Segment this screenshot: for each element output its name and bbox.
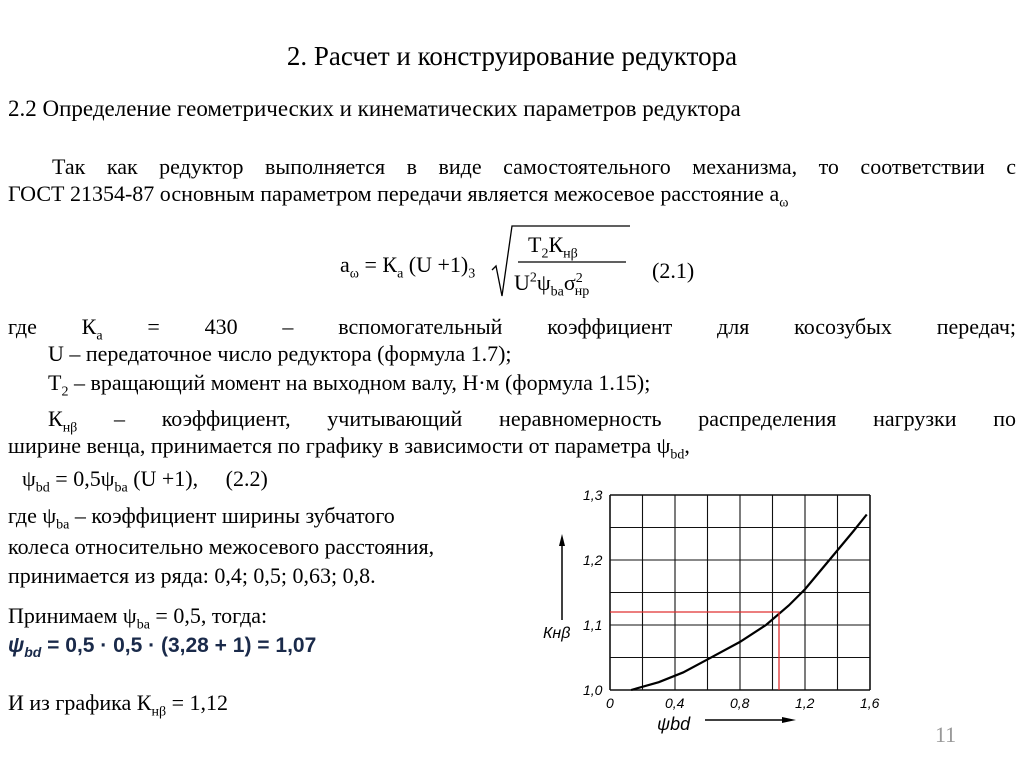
- def-ka: где $К_a = 430$ – вспомогательный коэффициент для косозубых передач;: [8, 314, 1017, 344]
- formula-2-2: $\psi_{bd} = 0,5\psi_{ba}$ (U +1), (2.2): [22, 466, 268, 496]
- psi-ba-def-3: принимается из ряда: 0,4; 0,5; 0,63; 0,8.: [8, 563, 376, 588]
- chart-result: И из графика $К_{н\beta} = 1,12$: [8, 690, 229, 720]
- intro-line-2: ГОСТ 21354-87 основным параметром передачи является межосевое расстояние $a_\omega$: [8, 181, 789, 211]
- khb-curve: [631, 515, 867, 691]
- y-tick-label: 1,1: [583, 617, 603, 633]
- accept-psi-ba: Принимаем $\psi_{ba} = 0,5$, тогда:: [8, 603, 268, 633]
- x-axis-label: ψbd: [657, 714, 691, 734]
- psi-bd-calculation: $\psi_{bd} = 0,5 \cdot 0,5 \cdot (3,28 + 1) = 1,07$: [8, 634, 317, 661]
- slide-title: 2. Расчет и конструирование редуктора: [286, 41, 738, 71]
- x-tick-label: 1,2: [795, 695, 815, 711]
- def-khb: $К_{н\beta}$ – коэффициент, учитывающий неравномерность распределения нагрузки по: [48, 406, 1016, 436]
- y-axis-label: Кнβ: [543, 625, 571, 642]
- x-tick-label: 0,4: [665, 695, 685, 711]
- y-arrow-head: [559, 534, 565, 546]
- khb-chart: [540, 480, 890, 740]
- psi-ba-def-2: колеса относительно межосевого расстояния,: [8, 534, 435, 559]
- y-tick-label: 1,3: [583, 487, 603, 503]
- x-arrow-head: [782, 717, 796, 723]
- section-subtitle: 2.2 Определение геометрических и кинематических параметров редуктора: [8, 96, 741, 121]
- x-tick-label: 0,8: [730, 695, 750, 711]
- psi-ba-def: где $\psi_{ba}$ – коэффициент ширины зубчатого: [8, 503, 395, 533]
- x-tick-label: 0: [606, 695, 614, 711]
- y-tick-label: 1,2: [583, 552, 603, 568]
- def-u: U – передаточное число редуктора (формула 1.7);: [48, 341, 512, 366]
- y-tick-label: 1,0: [583, 682, 603, 698]
- readout-line: [610, 612, 779, 690]
- x-tick-label: 1,6: [860, 695, 880, 711]
- slide: 2. Расчет и конструирование редуктора 2.2 Определение геометрических и кинематических параметров редуктора Так как редуктор выполняется в виде самостоятельного механизма, то соответствии с ГОСТ 21354-87 основным параметром передачи является межосевое расстояние $a_\omega$ $a_\omega = К_a$ $(U +1)_3$ $T_2К_{н\beta}$ $U^2\psi_{ba}\sigma^2_{нр}$ (2.1) где $К_a = 430$ – вспомогательный коэффициент для косозубых передач; U – передаточное число редуктора (формула 1.7); $T_2$ – вращающий момент на выходном валу, Н·м (формула 1.15); $К_{н\beta}$ – коэффициент, учитывающий неравномерность распределения нагрузки по ширине венца, принимается по графику в зависимости от параметра $\psi_{bd}$, $\psi_{bd} = 0,5\psi_{ba}$ (U +1), (2.2) где $\psi_{ba}$ – коэффициент ширины зубчатого колеса относительно межосевого расстояния, принимается из ряда: 0,4; 0,5; 0,63; 0,8. Принимаем $\psi_{ba} = 0,5$, тогда: $\psi_{bd} = 0,5 \cdot 0,5 \cdot (3,28 + 1) = 1,07$ И из графика $К_{н\beta} = 1,12$ 0 0,4 0,8 1,2 1,6 1,0 1,1 1,2 1,3 Кнβ ψbd 11: [0, 0, 1024, 767]
- def-khb-cont: ширине венца, принимается по графику в зависимости от параметра $\psi_{bd}$,: [8, 433, 690, 463]
- intro-line-1: Так как редуктор выполняется в виде самостоятельного механизма, то соответствии с: [52, 154, 1016, 179]
- def-t2: $T_2$ – вращающий момент на выходном валу, Н·м (формула 1.15);: [48, 370, 651, 400]
- page-number: 11: [935, 722, 957, 747]
